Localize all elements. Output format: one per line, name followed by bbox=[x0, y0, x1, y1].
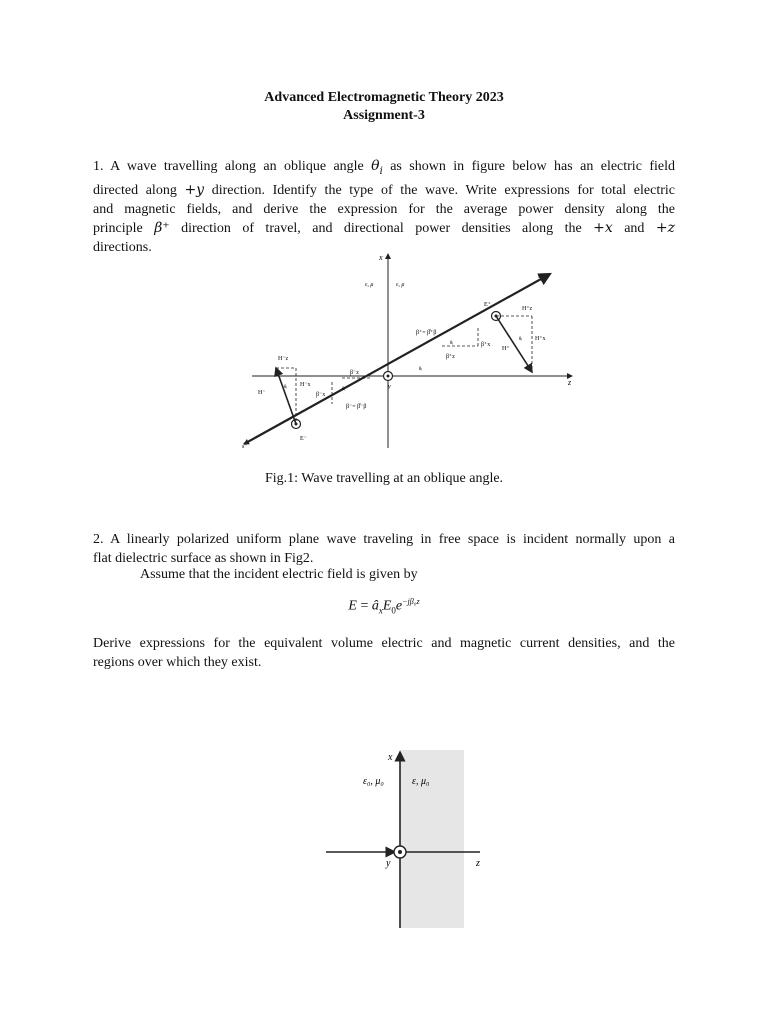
fig2-medium-left: ε₀, μ₀ bbox=[363, 776, 384, 787]
q2-line-4: Derive expressions for the equivalent volume electric and magnetic current densities, and the bbox=[93, 636, 675, 651]
fig1-h-plus-label: H⁺ bbox=[502, 346, 510, 352]
fig1-theta-minus-h: θᵢ bbox=[284, 385, 288, 390]
fig2-origin-dot bbox=[398, 850, 402, 854]
incident-field-equation: $E = â_xE_0e^{-j\beta_0z}$ bbox=[348, 597, 420, 616]
question-2 bbox=[93, 530, 675, 568]
fig1-h-plus-vector bbox=[496, 316, 532, 372]
fig1-h-minus-label: H⁻ bbox=[258, 390, 266, 396]
fig1-s-minus: s⁻ bbox=[242, 444, 248, 450]
fig1-z-label: z bbox=[568, 378, 572, 387]
q2-line-1: 2. A linearly polarized uniform plane wave traveling in free space is incident normally upon a bbox=[93, 532, 675, 547]
q1-line-5: directions. bbox=[93, 239, 152, 255]
q2-line-2: flat dielectric surface as shown in Fig2. bbox=[93, 551, 314, 566]
fig1-beta-z-plus: β⁺z bbox=[446, 354, 455, 360]
fig1-propagation-line-back bbox=[244, 418, 292, 444]
question-1 bbox=[93, 157, 675, 257]
fig1-s-plus: s⁺ bbox=[538, 274, 544, 280]
plus-y-symbol: +y bbox=[184, 181, 205, 198]
figure-1-caption: Fig.1: Wave travelling at an oblique angle. bbox=[264, 471, 504, 486]
fig1-e-minus-label: E⁻ bbox=[300, 436, 307, 442]
fig1-hz-plus-label: H⁺z bbox=[522, 306, 533, 312]
q1-line-1: 1. A wave travelling along an oblique angle $\theta_i$ as shown in figure below has an electric field bbox=[93, 158, 675, 177]
q1-line-3: and magnetic fields, and derive the expression for the average power density along the bbox=[93, 201, 675, 217]
plus-x-symbol: +x bbox=[593, 219, 613, 236]
fig1-medium-right: ε, μ bbox=[396, 282, 405, 288]
assignment-title: Assignment-3 bbox=[343, 108, 425, 123]
fig1-hx-minus-label: H⁻x bbox=[300, 382, 311, 388]
q2-line-3: Assume that the incident electric field is given by bbox=[140, 567, 418, 582]
fig2-x-label: x bbox=[388, 752, 393, 763]
fig1-theta-origin: θᵢ bbox=[419, 367, 423, 372]
fig1-origin-dot bbox=[387, 375, 390, 378]
fig2-y-label: y bbox=[386, 858, 391, 869]
q1-line-4: principle β⁺ direction of travel, and directional power densities along the +x and +z bbox=[93, 219, 675, 236]
fig1-beta-z-minus: β⁻z bbox=[350, 370, 359, 376]
fig1-y-label: y bbox=[388, 384, 391, 390]
fig1-propagation-line bbox=[244, 274, 550, 444]
beta-plus-symbol: β⁺ bbox=[154, 219, 170, 236]
fig1-theta-plus-h: θᵢ bbox=[519, 337, 523, 342]
fig2-dielectric-region bbox=[400, 750, 464, 928]
fig2-medium-right: ε, μ₀ bbox=[412, 776, 430, 787]
fig1-theta-minus-beta: θᵢ bbox=[342, 387, 346, 392]
fig1-e-plus-label: E⁺ bbox=[484, 302, 491, 308]
fig2-z-label: z bbox=[476, 858, 480, 869]
figure-2-dielectric-interface bbox=[320, 744, 500, 934]
fig1-hz-minus-label: H⁻z bbox=[278, 356, 289, 362]
fig1-beta-plus-eq: β⁺= β̂⁺β bbox=[416, 330, 437, 336]
course-title: Advanced Electromagnetic Theory 2023 bbox=[264, 90, 504, 105]
fig1-x-label: x bbox=[379, 253, 383, 262]
question-2-part-b bbox=[93, 634, 675, 672]
q1-line-2: directed along +y direction. Identify the type of the wave. Write expressions for total electric bbox=[93, 181, 675, 198]
fig1-beta-x-plus: β⁺x bbox=[481, 342, 491, 348]
fig1-medium-left: ε, μ bbox=[365, 282, 374, 288]
fig1-hx-plus-label: H⁺x bbox=[535, 336, 546, 342]
fig1-beta-x-minus: β⁻x bbox=[316, 392, 326, 398]
fig1-theta-plus-beta: θᵢ bbox=[450, 341, 454, 346]
figure-1-oblique-wave bbox=[232, 248, 582, 458]
plus-z-symbol: +z bbox=[655, 219, 675, 236]
q2-line-5: regions over which they exist. bbox=[93, 655, 262, 670]
theta-i-symbol: $\theta_i$ bbox=[371, 158, 383, 177]
fig1-beta-minus-eq: β⁻= β̂⁻β bbox=[346, 404, 367, 410]
